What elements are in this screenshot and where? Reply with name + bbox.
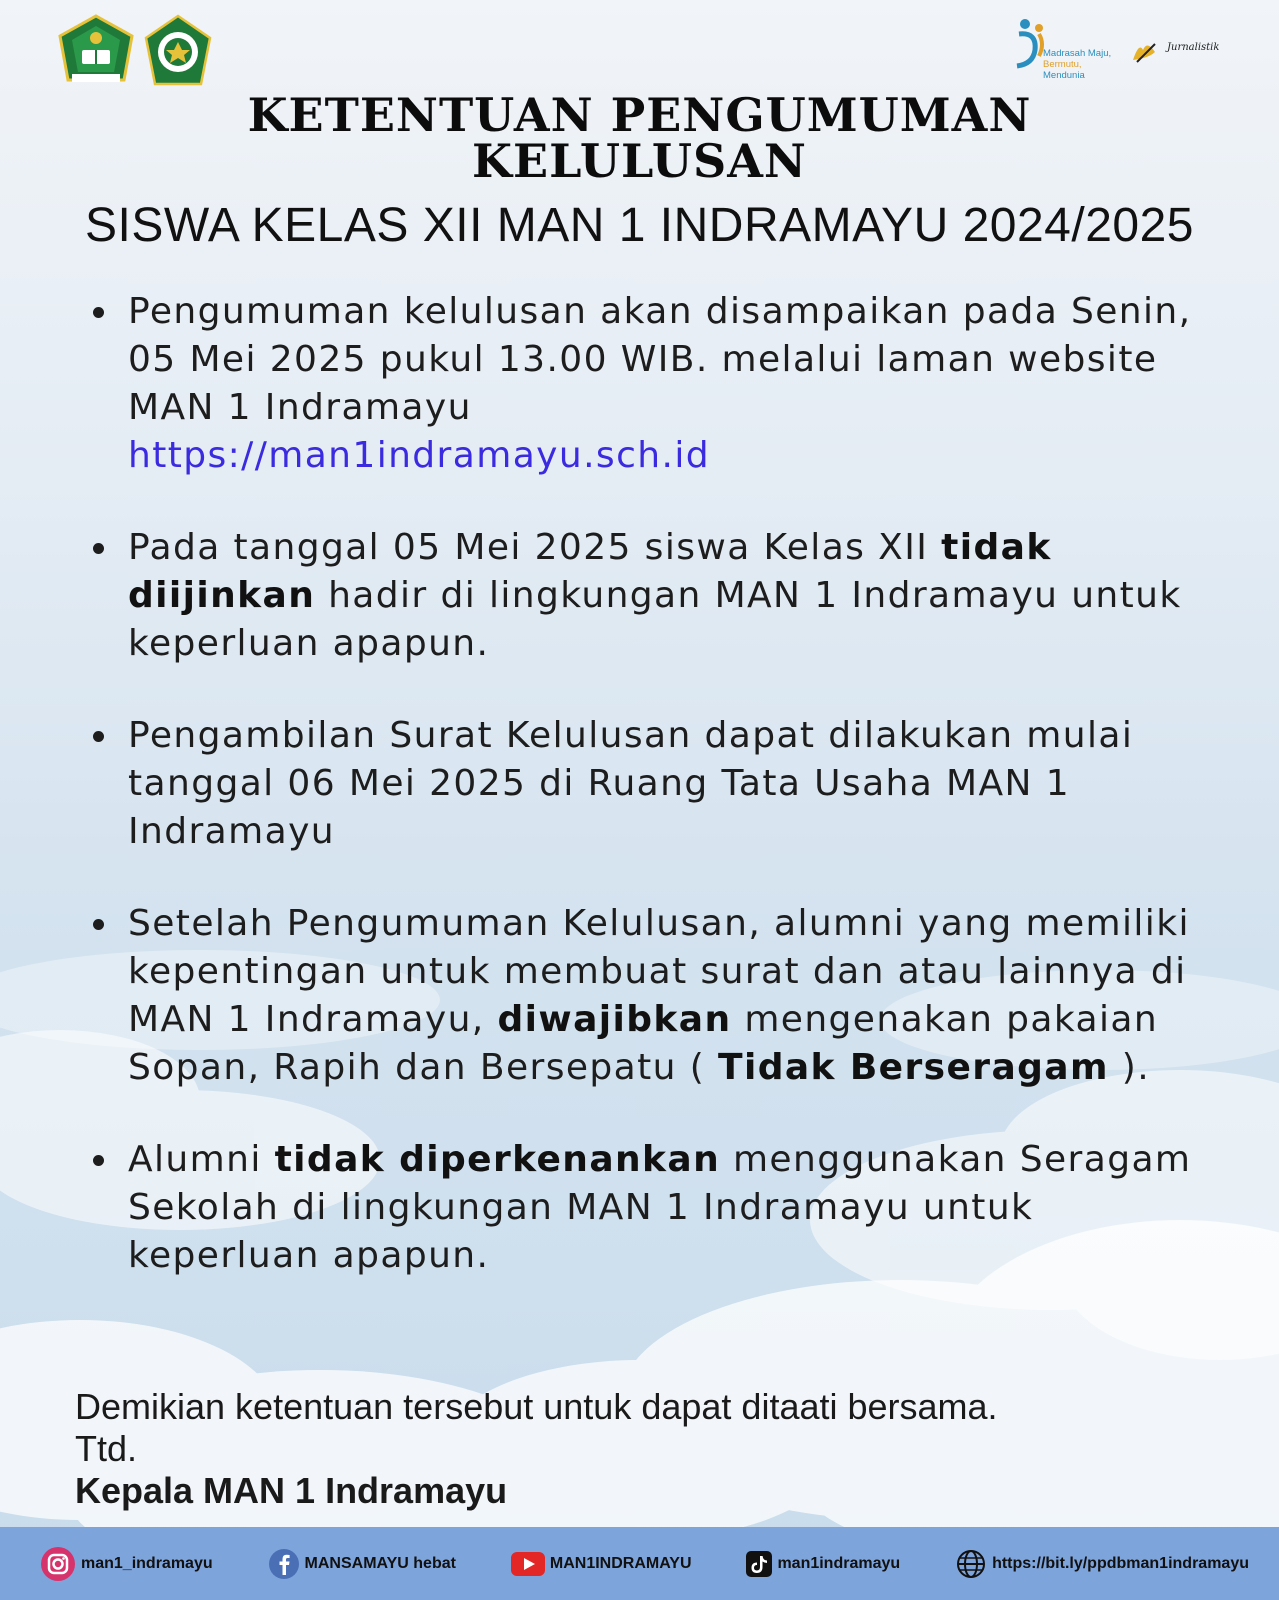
rule-2-post: hadir di lingkungan MAN 1 Indramayu untuk keperluan apapun. bbox=[128, 575, 1182, 664]
tiktok-link[interactable] bbox=[746, 1551, 900, 1577]
signatory: Kepala MAN 1 Indramayu bbox=[75, 1470, 508, 1511]
rule-4-mid: mengenakan pakaian Sopan, Rapih dan Bersepatu ( bbox=[128, 999, 1159, 1088]
page-subtitle: SISWA KELAS XII MAN 1 INDRAMAYU 2024/2025 bbox=[85, 199, 1194, 252]
rule-2-bold: tidak diijinkan bbox=[128, 527, 1052, 616]
tagline-line-1: Madrasah Maju, bbox=[1043, 48, 1112, 59]
rule-5-bold: tidak diperkenankan bbox=[274, 1139, 721, 1180]
jurnalistik-label: Jurnalistik bbox=[1167, 42, 1220, 53]
closing-line-1: Demikian ketentuan tersebut untuk dapat ditaati bersama. bbox=[75, 1386, 998, 1427]
instagram-icon bbox=[40, 1546, 76, 1582]
youtube-link[interactable] bbox=[511, 1552, 692, 1576]
rule-item-1 bbox=[90, 288, 1220, 480]
title-line-2: KELULUSAN bbox=[472, 134, 807, 188]
rule-item-2 bbox=[90, 524, 1220, 668]
rule-4-pre: Setelah Pengumuman Kelulusan, alumni yang memiliki kepentingan untuk membuat surat dan atau lainnya di MAN 1 Indramayu, bbox=[128, 903, 1190, 1040]
partner-tagline bbox=[1043, 48, 1133, 81]
youtube-icon bbox=[511, 1552, 545, 1576]
partner-logos bbox=[1015, 18, 1227, 88]
instagram-link[interactable] bbox=[40, 1546, 213, 1582]
kemenag-logo bbox=[56, 14, 136, 90]
website-url: https://bit.ly/ppdbman1indramayu bbox=[992, 1554, 1249, 1572]
closing-line-2: Ttd. bbox=[75, 1428, 138, 1469]
facebook-link[interactable] bbox=[268, 1548, 456, 1580]
tiktok-icon bbox=[746, 1551, 772, 1577]
rule-item-3 bbox=[90, 712, 1220, 856]
tagline-line-2: Bermutu, bbox=[1043, 59, 1082, 70]
rule-5-pre: Alumni bbox=[128, 1139, 275, 1180]
youtube-handle: MAN1INDRAMAYU bbox=[549, 1554, 692, 1572]
rule-2-pre: Pada tanggal 05 Mei 2025 siswa Kelas XII bbox=[128, 527, 942, 568]
website-link[interactable] bbox=[955, 1548, 1249, 1580]
tagline-line-3: Mendunia bbox=[1043, 70, 1085, 81]
rules-list bbox=[90, 288, 1220, 1280]
school-website-link[interactable]: https://man1indramayu.sch.id bbox=[128, 435, 710, 476]
tiktok-handle: man1indramayu bbox=[777, 1554, 901, 1572]
globe-icon bbox=[955, 1548, 987, 1580]
rule-4-post: ). bbox=[1108, 1047, 1151, 1088]
rule-4-bold: diwajibkan bbox=[497, 999, 732, 1040]
facebook-icon bbox=[268, 1548, 300, 1580]
rule-3-text: Pengambilan Surat Kelulusan dapat dilakukan mulai tanggal 06 Mei 2025 di Ruang Tata Usaha MAN 1 Indramayu bbox=[128, 715, 1134, 852]
social-footer bbox=[0, 1527, 1279, 1600]
jurnalistik-icon bbox=[1129, 36, 1159, 66]
rule-item-5 bbox=[90, 1136, 1220, 1280]
rule-5-post: menggunakan Seragam Sekolah di lingkungan MAN 1 Indramayu untuk keperluan apapun. bbox=[128, 1139, 1192, 1276]
facebook-handle: MANSAMAYU hebat bbox=[304, 1554, 456, 1572]
madrasah-logo bbox=[143, 14, 213, 88]
rule-4-bold-2: Tidak Berseragam bbox=[718, 1047, 1109, 1088]
rule-1-text: Pengumuman kelulusan akan disampaikan pada Senin, 05 Mei 2025 pukul 13.00 WIB. melalui laman website MAN 1 Indramayu bbox=[128, 291, 1192, 428]
closing-block bbox=[75, 1386, 1255, 1512]
title-line-1: KETENTUAN PENGUMUMAN bbox=[247, 88, 1032, 142]
instagram-handle: man1_indramayu bbox=[81, 1554, 213, 1572]
page-title bbox=[0, 88, 1279, 188]
rule-item-4 bbox=[90, 900, 1220, 1092]
